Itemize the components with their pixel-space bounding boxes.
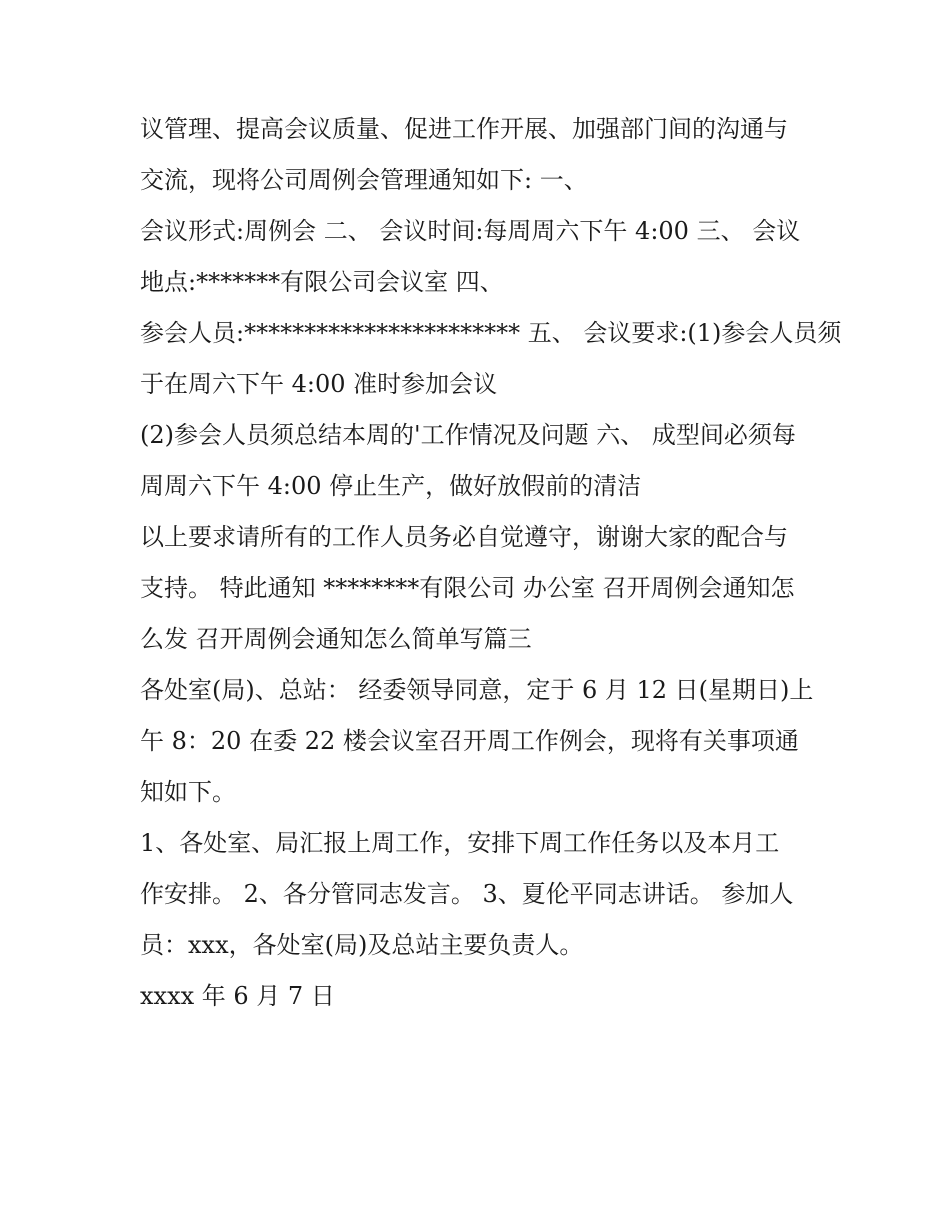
text-line-8: 周周六下午 4:00 停止生产，做好放假前的清洁: [140, 472, 642, 500]
text-line-18: xxxx 年 6 月 7 日: [140, 982, 335, 1010]
text-line-12: 各处室(局)、总站： 经委领导同意，定于 6 月 12 日(星期日)上: [140, 676, 814, 704]
text-line-10: 支持。 特此通知 ********有限公司 办公室 召开周例会通知怎: [140, 574, 795, 602]
document-body: [140, 104, 842, 1022]
text-line-15: 1、各处室、局汇报上周工作，安排下周工作任务以及本月工: [140, 829, 780, 857]
text-line-4: 地点:*******有限公司会议室 四、: [140, 268, 504, 296]
text-line-13: 午 8：20 在委 22 楼会议室召开周工作例会，现将有关事项通: [140, 727, 799, 755]
text-line-17: 员：xxx，各处室(局)及总站主要负责人。: [140, 931, 584, 959]
text-line-2: 交流，现将公司周例会管理通知如下: 一、: [140, 166, 588, 194]
text-line-1: 议管理、提高会议质量、促进工作开展、加强部门间的沟通与: [140, 115, 788, 143]
text-line-11: 么发 召开周例会通知怎么简单写篇三: [140, 625, 532, 653]
text-line-3: 会议形式:周例会 二、 会议时间:每周周六下午 4:00 三、 会议: [140, 217, 801, 245]
text-line-6: 于在周六下午 4:00 准时参加会议: [140, 370, 498, 398]
text-line-5: 参会人员:*********************** 五、 会议要求:(1)参会人员须: [140, 319, 842, 347]
text-line-9: 以上要求请所有的工作人员务必自觉遵守，谢谢大家的配合与: [140, 523, 788, 551]
text-line-16: 作安排。 2、各分管同志发言。 3、夏伦平同志讲话。 参加人: [140, 880, 794, 908]
text-line-7: (2)参会人员须总结本周的'工作情况及问题 六、 成型间必须每: [140, 421, 796, 449]
text-line-14: 知如下。: [140, 778, 236, 806]
